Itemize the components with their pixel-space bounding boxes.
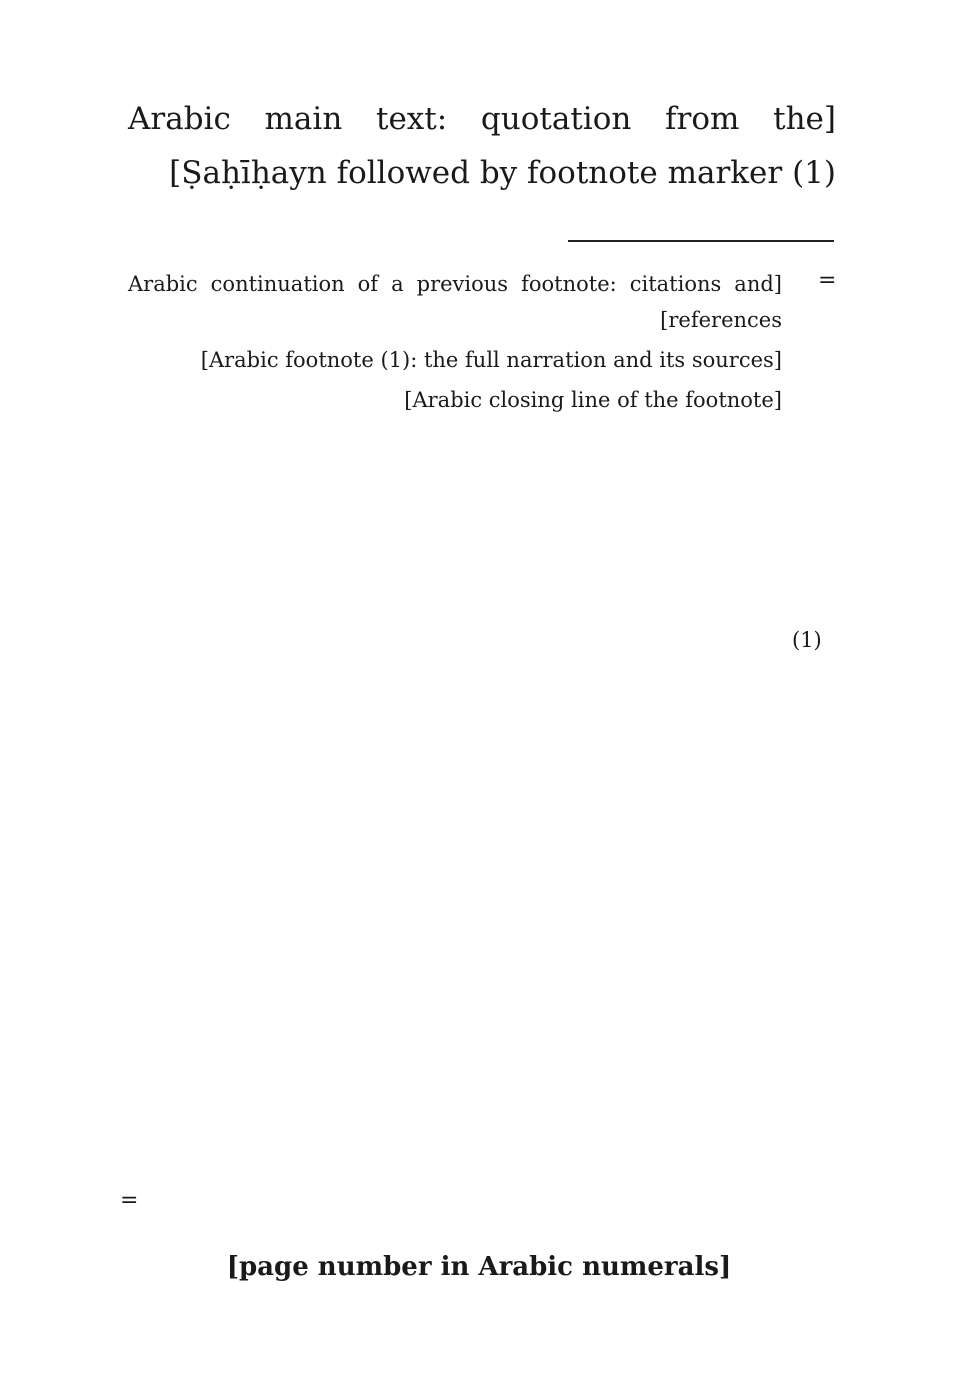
footnotes bbox=[128, 266, 782, 422]
continued-marker: = bbox=[120, 1188, 139, 1213]
continuation-note: [Arabic continuation of a previous footnote: citations and references] bbox=[128, 272, 782, 332]
footnote-number: (1) bbox=[792, 628, 822, 652]
footnote-1: [Arabic footnote (1): the full narration and its sources] bbox=[200, 348, 782, 372]
footnote-closing: [Arabic closing line of the footnote] bbox=[404, 388, 782, 412]
main-text: [Arabic main text: quotation from the Ṣaḥīḥayn followed by footnote marker (1)] bbox=[128, 101, 836, 191]
footnote-separator bbox=[568, 240, 834, 242]
page-number: [page number in Arabic numerals] bbox=[226, 1252, 732, 1282]
continuation-marker: = bbox=[818, 268, 837, 293]
